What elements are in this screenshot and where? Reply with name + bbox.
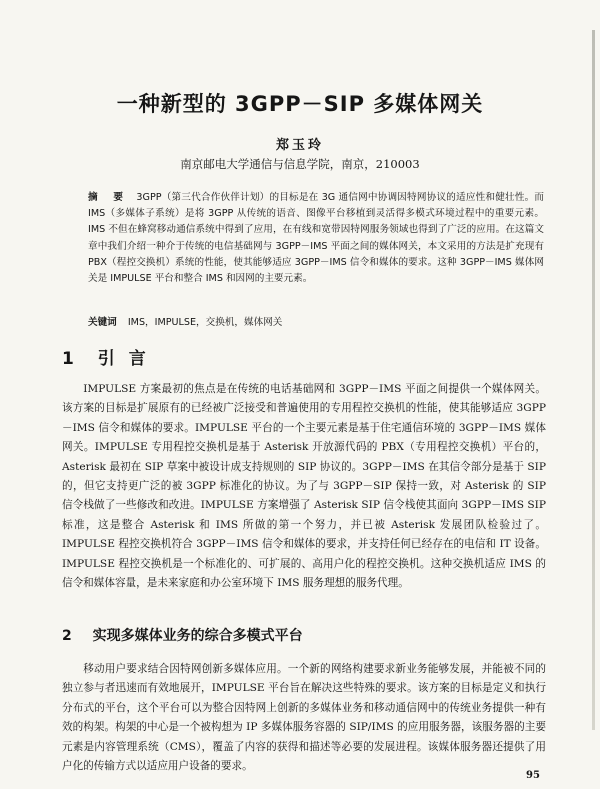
- section-2-number: 2: [62, 628, 72, 644]
- page-number: 95: [526, 770, 540, 781]
- section-1-heading: [62, 344, 160, 369]
- keywords-text: IMS，IMPULSE，交换机，媒体网关: [127, 317, 283, 328]
- keywords-label: 关键词: [88, 317, 117, 328]
- section-2-heading: [62, 625, 303, 645]
- abstract-label: 摘 要: [88, 192, 130, 203]
- abstract-block: [88, 190, 544, 287]
- section-1-number: 1: [62, 349, 74, 369]
- abstract-text: 3GPP（第三代合作伙伴计划）的目标是在 3G 通信网中协调因特网协议的适应性和健壮性。而 IMS（多媒体子系统）是将 3GPP 从传统的语音、图像平台移植到灵活得多模式环境过程中的重要元素。IMS 不但在蜂窝移动通信系统中得到了应用，在有线和宽带因特网服务领域也得到了广泛的应用。在这篇文章中我们介绍一种介于传统的电信基础网与 3GPP－IMS 平面之间的媒体网关，本文采用的方法是扩充现有 PBX（程控交换机）系统的性能，使其能够适应 3GPP－IMS 信令和媒体的要求。这种 3GPP－IMS 媒体网关是 IMPULSE 平台和整合 IMS 和因网的主要元素。: [88, 192, 544, 285]
- keywords-block: [88, 314, 544, 328]
- author-affiliation: 南京邮电大学通信与信息学院，南京，210003: [180, 157, 420, 171]
- section-1-title: 引言: [97, 349, 160, 369]
- author-name: 郑玉玲: [275, 138, 324, 153]
- paper-title: 一种新型的 3GPP－SIP 多媒体网关: [116, 92, 484, 116]
- section-2-title: 实现多媒体业务的综合多模式平台: [92, 628, 303, 644]
- section-2-paragraph: 移动用户要求结合因特网创新多媒体应用。一个新的网络构建要求新业务能够发展，并能被不同的独立参与者迅速而有效地展开，IMPULSE 平台旨在解决这些特殊的要求。该方案的目标是定义和执行分布式的平台，这个平台可以为整合因特网上创新的多媒体业务和移动通信网中的传统业务提供一种有效的构架。构架的中心是一个被构想为 IP 多媒体服务容器的 SIP/IMS 的应用服务器，该服务器的主要元素是内容管理系统（CMS），覆盖了内容的获得和描述等必要的发展进程。该媒体服务器还提供了用户化的传输方式以适应用户设备的要求。: [62, 663, 547, 773]
- section-1-paragraph: IMPULSE 方案最初的焦点是在传统的电话基础网和 3GPP－IMS 平面之间提供一个媒体网关。该方案的目标是扩展原有的已经被广泛接受和普遍使用的专用程控交换机的性能，使其能够适应 3GPP－IMS 信令和媒体的要求。IMPULSE 平台的一个主要元素是基于住宅通信环境的 3GPP－IMS 媒体网关。IMPULSE 专用程控交换机是基于 Asterisk 开放源代码的 PBX（专用程控交换机）平台的，Asterisk 最初在 SIP 草案中被设计成支持规则的 SIP 协议的。3GPP－IMS 在其信令部分是基于 SIP 的，但它支持更广泛的被 3GPP 标准化的协议。为了与 3GPP－SIP 保持一致，对 Asterisk 的 SIP 信令栈做了一些修改和改进。IMPULSE 方案增强了 Asterisk SIP 信令栈使其面向 3GPP－IMS SIP 标准，这是整合 Asterisk 和 IMS 所做的第一个努力，并已被 Asterisk 发展团队检验过了。IMPULSE 程控交换机符合 3GPP－IMS 信令和媒体的要求，并支持任何已经存在的电信和 IT 设备。IMPULSE 程控交换机是一个标准化的、可扩展的、高用户化的程控交换机。这种交换机适应 IMS 的信令和媒体容量，是未来家庭和办公室环境下 IMS 服务理想的服务代理。: [62, 383, 546, 590]
